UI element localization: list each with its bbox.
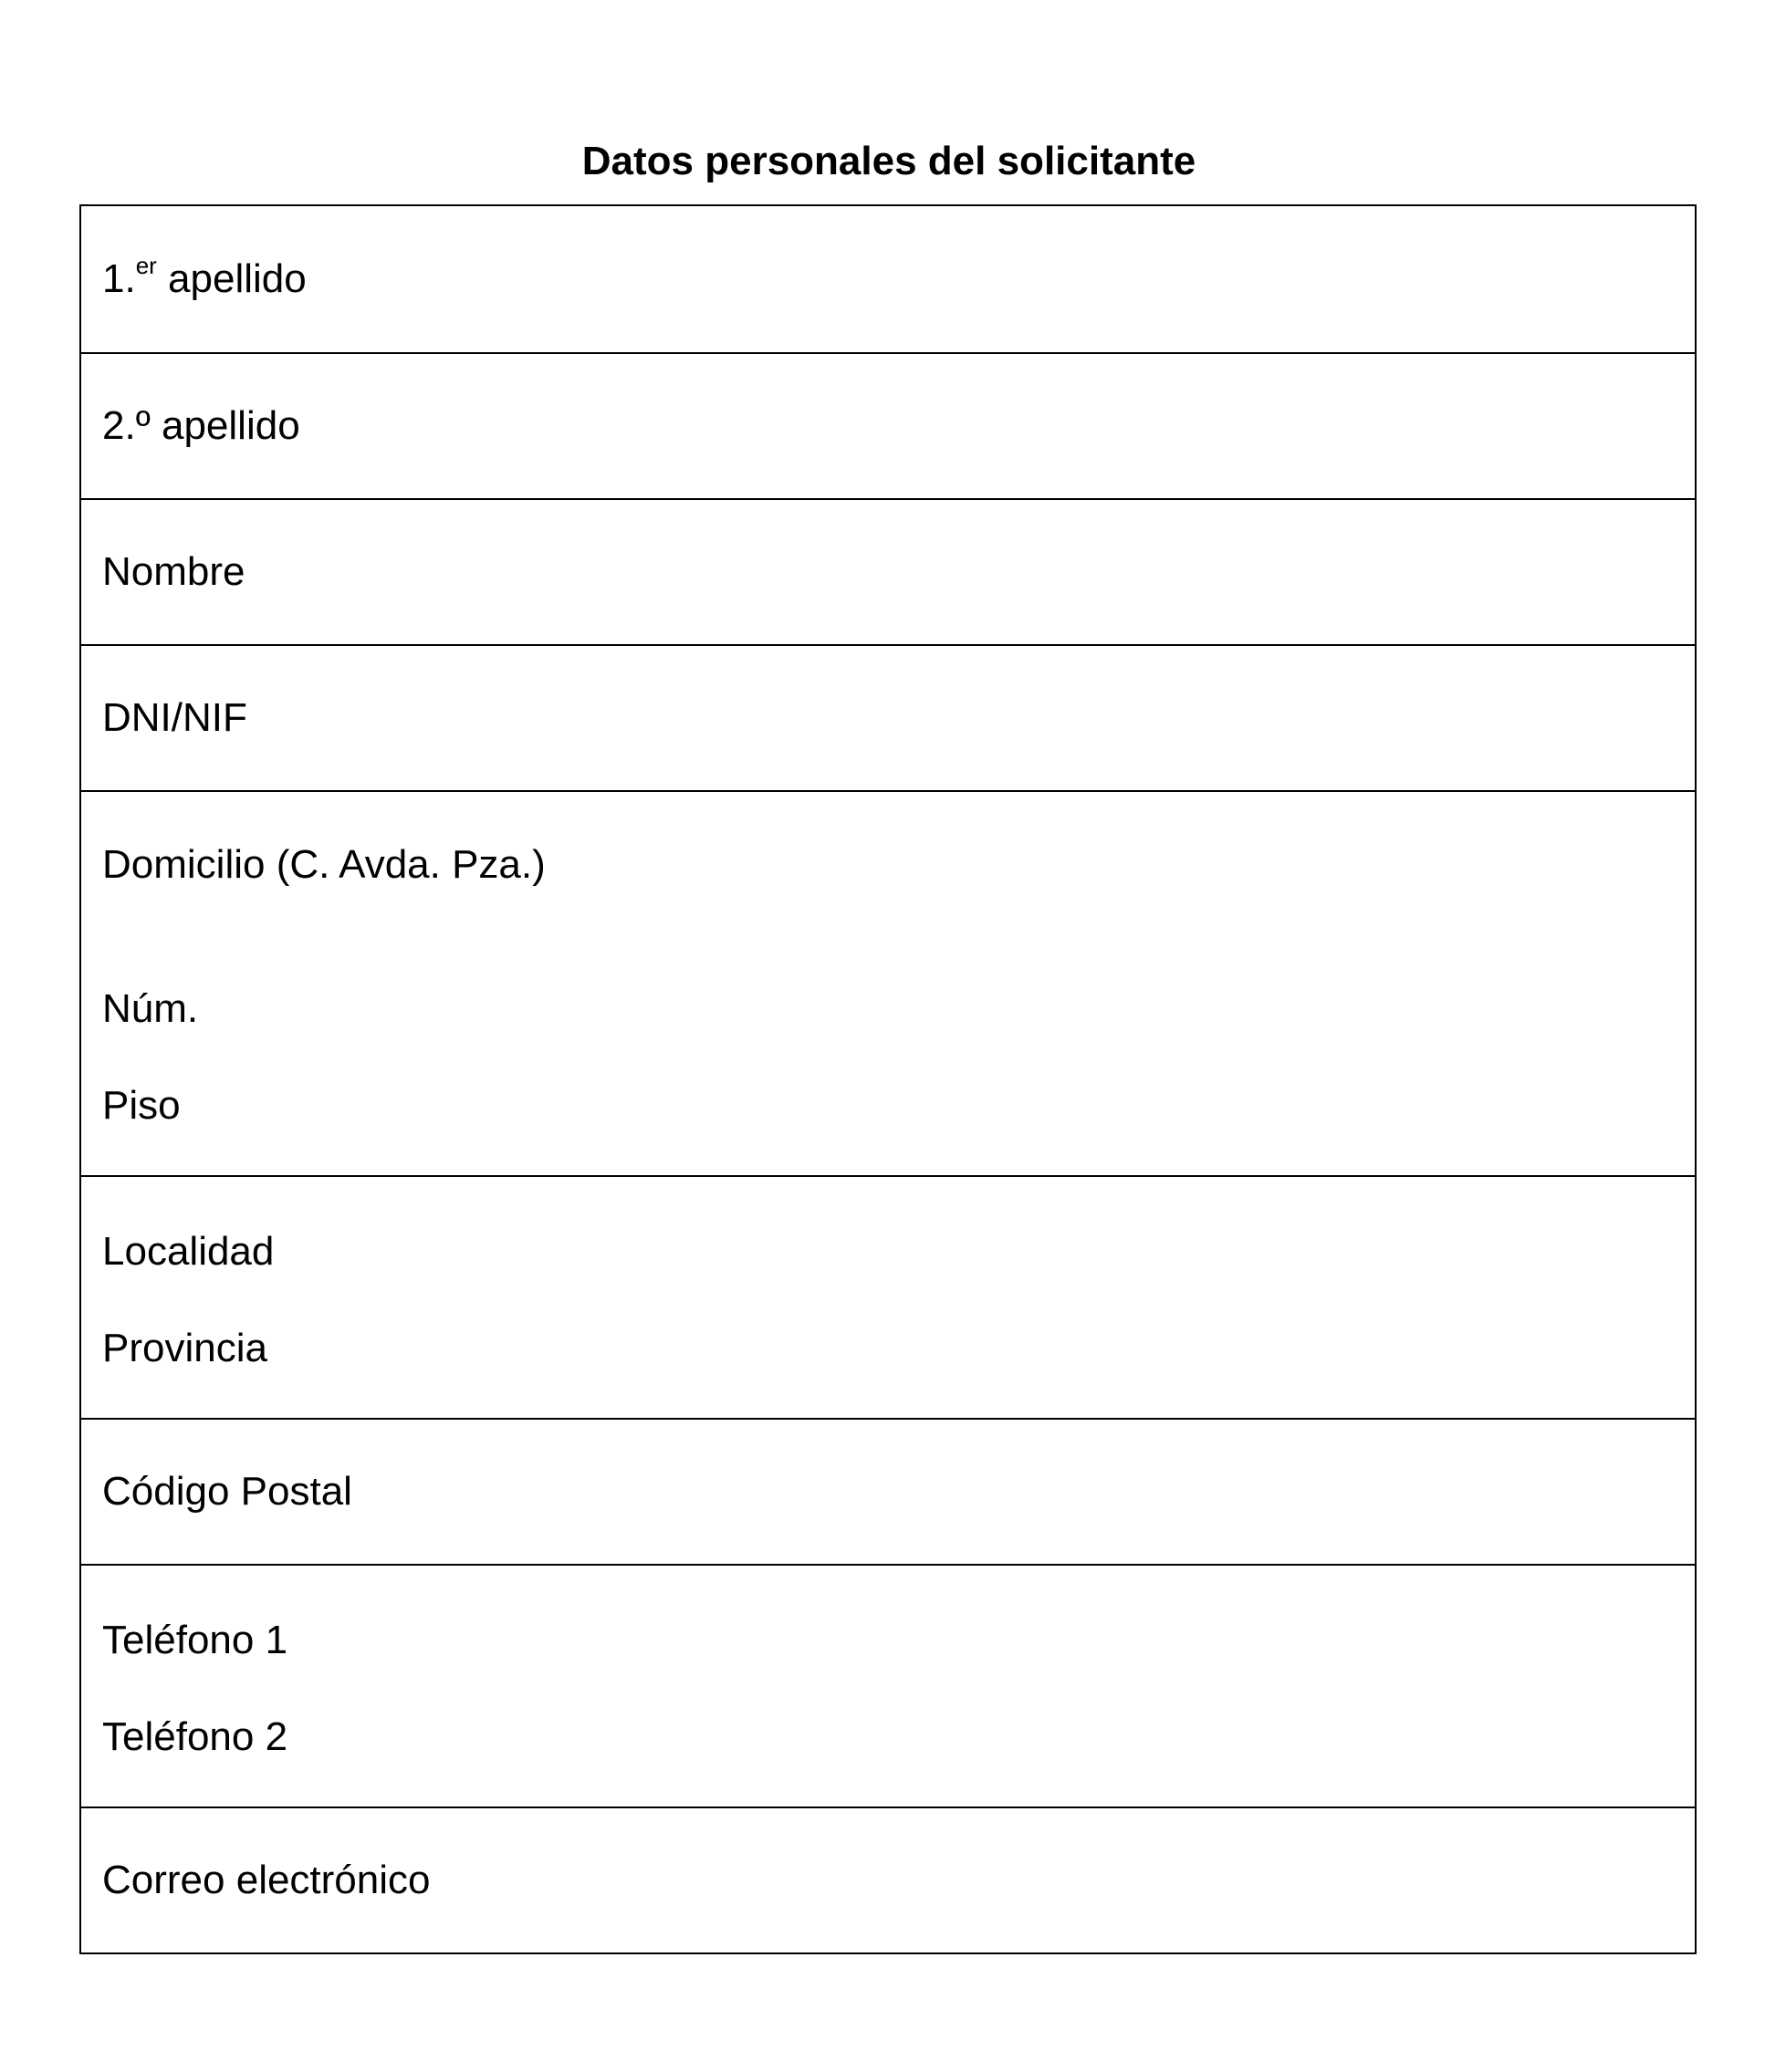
first-surname-superscript: er (135, 252, 157, 279)
first-surname-label (102, 254, 307, 305)
phone2-label: Teléfono 2 (102, 1714, 288, 1759)
number-label: Núm. (102, 986, 199, 1031)
location-row[interactable] (81, 1175, 1695, 1418)
form-title: Datos personales del solicitante (581, 139, 1196, 184)
locality-label: Localidad (102, 1229, 275, 1274)
postal-code-label: Código Postal (102, 1469, 352, 1514)
floor-label: Piso (102, 1083, 181, 1128)
postal-code-row[interactable] (81, 1418, 1695, 1564)
street-label: Domicilio (C. Avda. Pza.) (102, 842, 546, 887)
applicant-data-table (79, 204, 1697, 1954)
first-surname-row[interactable] (81, 206, 1695, 352)
second-surname-label: 2.º apellido (102, 403, 300, 448)
province-label: Provincia (102, 1326, 267, 1370)
email-label: Correo electrónico (102, 1858, 431, 1902)
first-surname-prefix: 1. (102, 256, 136, 301)
email-row[interactable] (81, 1806, 1695, 1952)
address-row[interactable] (81, 790, 1695, 1175)
dni-nif-label: DNI/NIF (102, 695, 247, 740)
name-row[interactable] (81, 498, 1695, 644)
second-surname-row[interactable] (81, 352, 1695, 498)
dni-nif-row[interactable] (81, 644, 1695, 790)
phones-row[interactable] (81, 1564, 1695, 1806)
name-label: Nombre (102, 549, 245, 594)
first-surname-suffix: apellido (156, 256, 307, 301)
phone1-label: Teléfono 1 (102, 1618, 288, 1662)
